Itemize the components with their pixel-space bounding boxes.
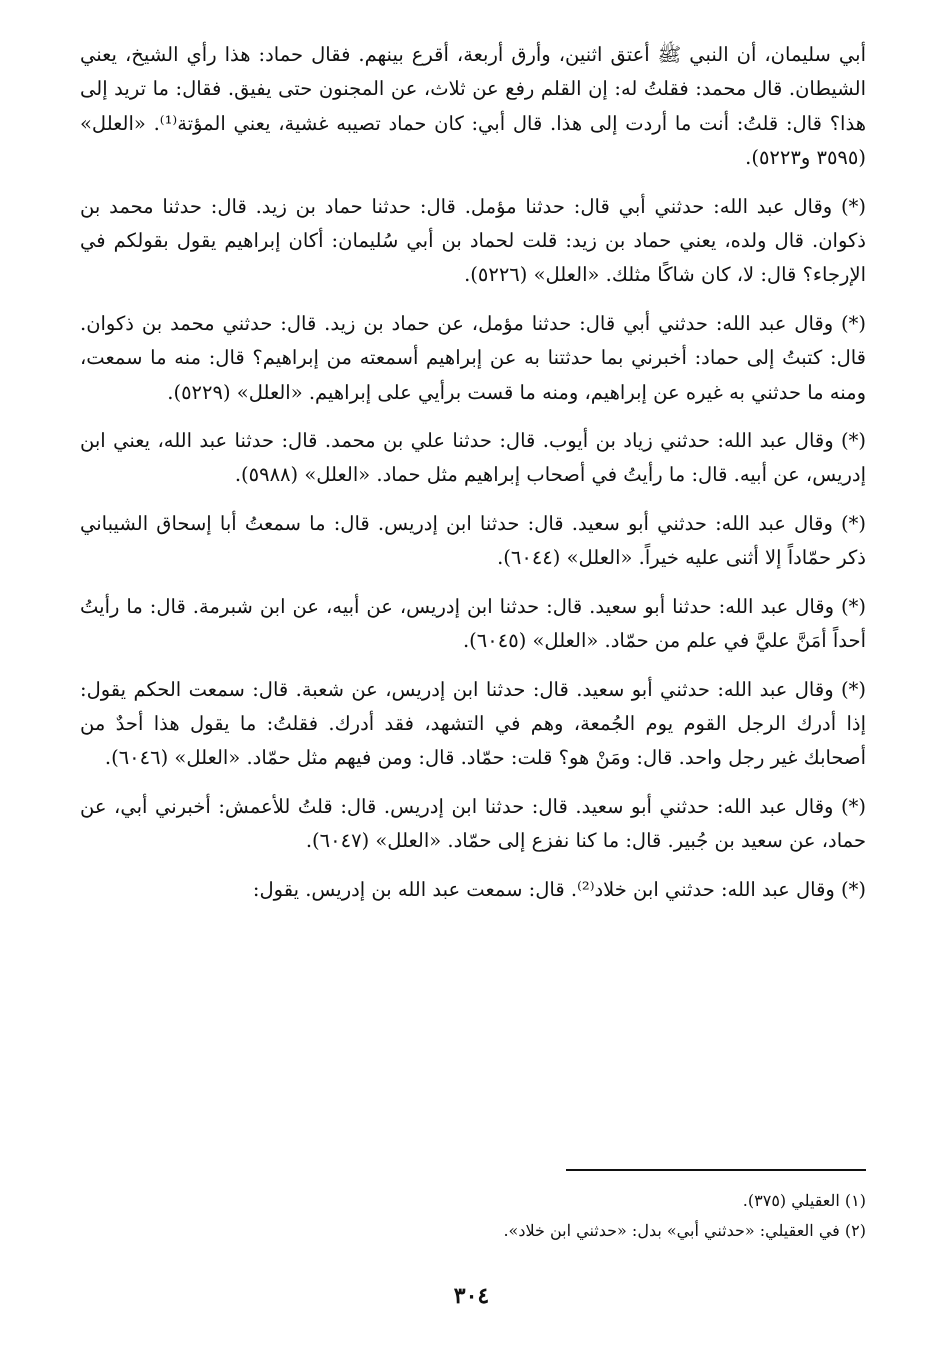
narration-paragraph: (*) وقال عبد الله: حدثنا أبو سعيد. قال: حدثنا ابن إدريس، عن أبيه، عن ابن شبرمة. قال: ما رأيتُ أحداً أمَنَّ عليَّ في علم من حمّاد. «العلل» (٦٠٤٥). <box>80 594 866 653</box>
footnotes <box>80 1186 866 1246</box>
narration-paragraph: (*) وقال عبد الله: حدثني زياد بن أيوب. قال: حدثنا علي بن محمد. قال: حدثنا عبد الله، يعني ابن إدريس، عن أبيه. قال: ما رأيتُ في أصحاب إبراهيم مثل حماد. «العلل» (٥٩٨٨). <box>80 429 866 487</box>
page-number: ٣٠٤ <box>453 1283 490 1309</box>
main-text <box>80 38 866 921</box>
narration-paragraph: (*) وقال عبد الله: حدثني أبو سعيد. قال: حدثنا ابن إدريس، عن شعبة. قال: سمعت الحكم يقول: إذا أدرك الرجل القوم يوم الجُمعة، وهم في التشهد، فقد أدرك. فقلتُ: ما يقول هذا أحدٌ من أصحابك غير رجل واحد. قال: ومَنْ هو؟ قلت: حمّاد. قال: ومن فيهم مثل حمّاد. «العلل» (٦٠٤٦). <box>80 677 866 770</box>
narration-paragraph: (*) وقال عبد الله: حدثني أبو سعيد. قال: حدثنا ابن إدريس. قال: ما سمعتُ أبا إسحاق الشيباني ذكر حمّاداً إلا أثنى عليه خيراً. «العلل» (٦٠٤٤). <box>80 511 866 570</box>
narration-paragraph: (*) وقال عبد الله: حدثني أبي قال: حدثنا مؤمل. قال: حدثنا حماد بن زيد. قال: حدثنا محمد بن ذكوان. قال ولده، يعني حماد بن زيد: قلت لحماد بن أبي سُليمان: أكان إبراهيم يقول بقولكم في الإرجاء؟ قال: لا، كان شاكًا مثلك. «العلل» (٥٢٢٦). <box>80 194 866 287</box>
narration-paragraph: (*) وقال عبد الله: حدثني أبو سعيد. قال: حدثنا ابن إدريس. قال: قلتُ للأعمش: أخبرني أبي، عن حماد، عن سعيد بن جُبير. قال: ما كنا نفزع إلى حمّاد. «العلل» (٦٠٤٧). <box>80 794 866 853</box>
narration-paragraph: (*) وقال عبد الله: حدثني ابن خلاد⁽²⁾. قال: سمعت عبد الله بن إدريس. يقول: <box>252 877 866 901</box>
footnote: (٢) في العقيلي: «حدثني أبي» بدل: «حدثني ابن خلاد». <box>503 1221 866 1240</box>
narration-paragraph: (*) وقال عبد الله: حدثني أبي قال: حدثنا مؤمل، عن حماد بن زيد. قال: حدثني محمد بن ذكوان. قال: كتبتُ إلى حماد: أخبرني بما حدثتنا به عن إبراهيم أسمعته من إبراهيم؟ قال: منه ما سمعت، ومنه ما حدثني به غيره عن إبراهيم، ومنه ما قست برأيي على إبراهيم. «العلل» (٥٢٢٩). <box>80 311 866 404</box>
paragraph-continuation: أبي سليمان، أن النبي ﷺ أعتق اثنين، وأرق أربعة، أقرع بينهم. فقال حماد: هذا رأي الشيخ، يعني الشيطان. قال محمد: فقلتُ له: إن القلم رفع عن ثلاث، عن المجنون حتى يفيق. فقال: ما تريد إلى هذا؟ قال: قلتُ: أنت ما أردت إلى هذا. قال أبي: كان حماد تصيبه غشية، يعني المؤتة⁽¹⁾. «العلل» (٣٥٩٥ و٥٢٢٣). <box>80 43 866 170</box>
footnote: (١) العقيلي (٣٧٥). <box>742 1191 866 1210</box>
footnote-divider <box>566 1169 866 1171</box>
